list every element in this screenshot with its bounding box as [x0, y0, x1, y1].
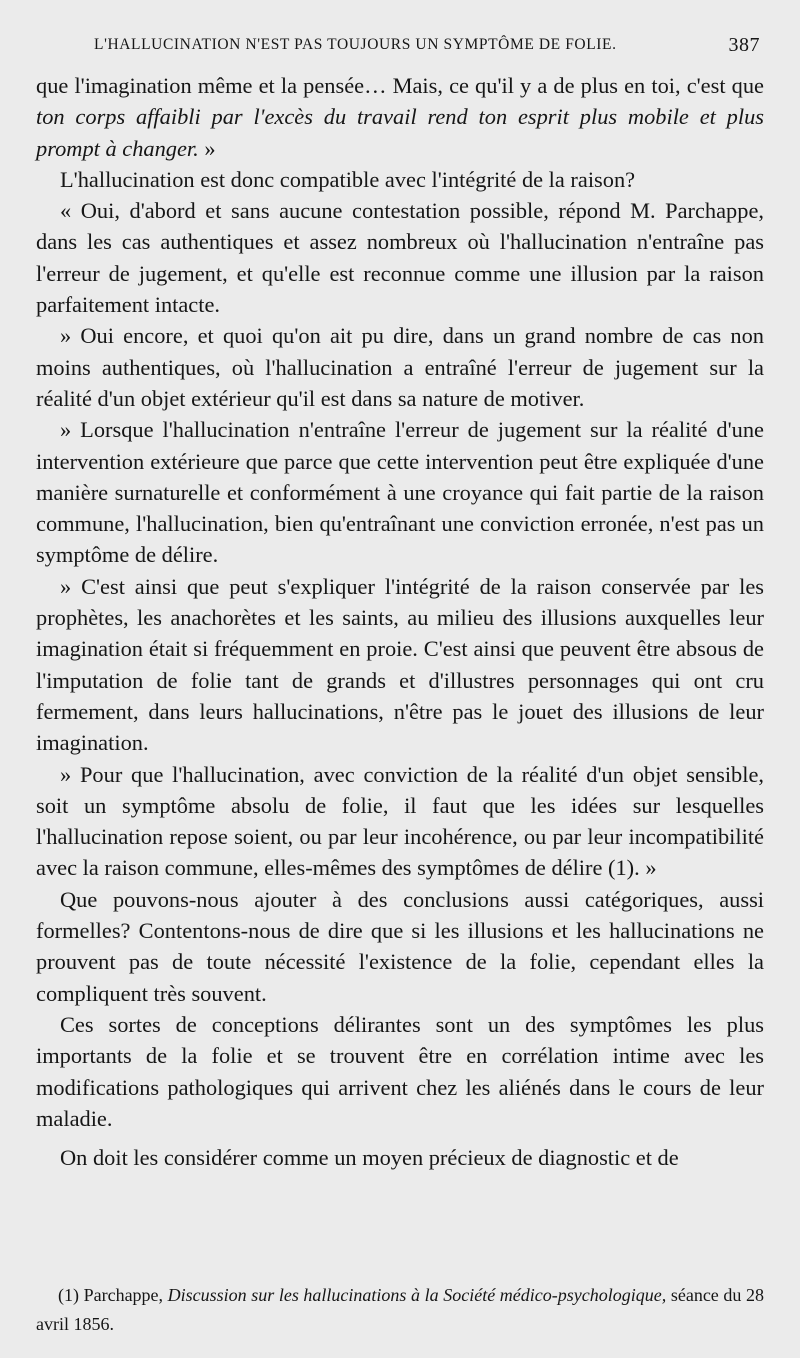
running-header: [36, 34, 760, 60]
paragraph: Que pouvons-nous ajouter à des conclusions aussi catégoriques, aussi formelles? Contentons-nous de dire que si les illusions et les hallucinations ne prouvent pas de toute nécessité l'existence de la folie, cependant elles la compliquent très souvent.: [36, 886, 764, 1006]
paragraph: » Pour que l'hallucination, avec conviction de la réalité d'un objet sensible, soit un symptôme absolu de folie, il faut que les idées sur lesquelles l'hallucination repose soient, ou par leur incohérence, ou par leur incompatibilité avec la raison commune, elles-mêmes des symptômes de délire (1). »: [36, 761, 764, 881]
footnote: [36, 1281, 764, 1339]
paragraph: L'hallucination est donc compatible avec l'intégrité de la raison?: [60, 166, 636, 192]
paragraph: On doit les considérer comme un moyen précieux de diagnostic et de: [60, 1145, 679, 1171]
footnote-date: séance du 28 avril 1856.: [36, 1285, 764, 1334]
paragraph-continuation: [36, 70, 764, 164]
footnote-title: Discussion sur les hallucinations à la Société médico-psychologique,: [167, 1285, 667, 1305]
paragraph: « Oui, d'abord et sans aucune contestation possible, répond M. Parchappe, dans les cas authentiques et assez nombreux où l'hallucination n'entraîne pas l'erreur de jugement, et qu'elle est reconnue comme une illusion par la raison parfaitement intacte.: [36, 198, 764, 318]
running-title: L'HALLUCINATION N'EST PAS TOUJOURS UN SYMPTÔME DE FOLIE.: [94, 36, 617, 53]
closing-quote: »: [198, 135, 216, 161]
paragraph: Ces sortes de conceptions délirantes sont un des symptômes les plus importants de la folie et se trouvent être en corrélation intime avec les modifications pathologiques qui arrivent chez les aliénés dans le cours de leur maladie.: [36, 1011, 764, 1131]
quoted-italic-text: ton corps affaibli par l'excès du travail rend ton esprit plus mobile et plus prompt à changer.: [36, 104, 764, 161]
footnote-marker: (1) Parchappe,: [58, 1285, 168, 1305]
paragraph: » C'est ainsi que peut s'expliquer l'intégrité de la raison conservée par les prophètes, les anachorètes et les saints, au milieu des illusions auxquelles leur imagination était si fréquemment en proie. C'est ainsi que peuvent être absous de l'imputation de folie tant de grands et d'illustres personnages qui ont cru fermement, dans leurs hallucinations, n'être pas le jouet des illusions de leur imagination.: [36, 573, 764, 756]
paragraph-text: que l'imagination même et la pensée… Mais, ce qu'il y a de plus en toi, c'est que: [36, 73, 764, 98]
page-number: 387: [728, 34, 760, 56]
paragraph: » Lorsque l'hallucination n'entraîne l'erreur de jugement sur la réalité d'une intervention extérieure que parce que cette intervention peut être expliquée d'une manière surnaturelle et conformément à une croyance qui fait partie de la raison commune, l'hallucination, bien qu'entraînant une conviction erronée, n'est pas un symptôme de délire.: [36, 417, 764, 568]
footnote-text: [36, 1281, 764, 1339]
body-text: [36, 70, 764, 1173]
paragraph: » Oui encore, et quoi qu'on ait pu dire, dans un grand nombre de cas non moins authentiques, où l'hallucination a entraîné l'erreur de jugement sur la réalité d'un objet extérieur qu'il est dans sa nature de motiver.: [36, 323, 764, 411]
